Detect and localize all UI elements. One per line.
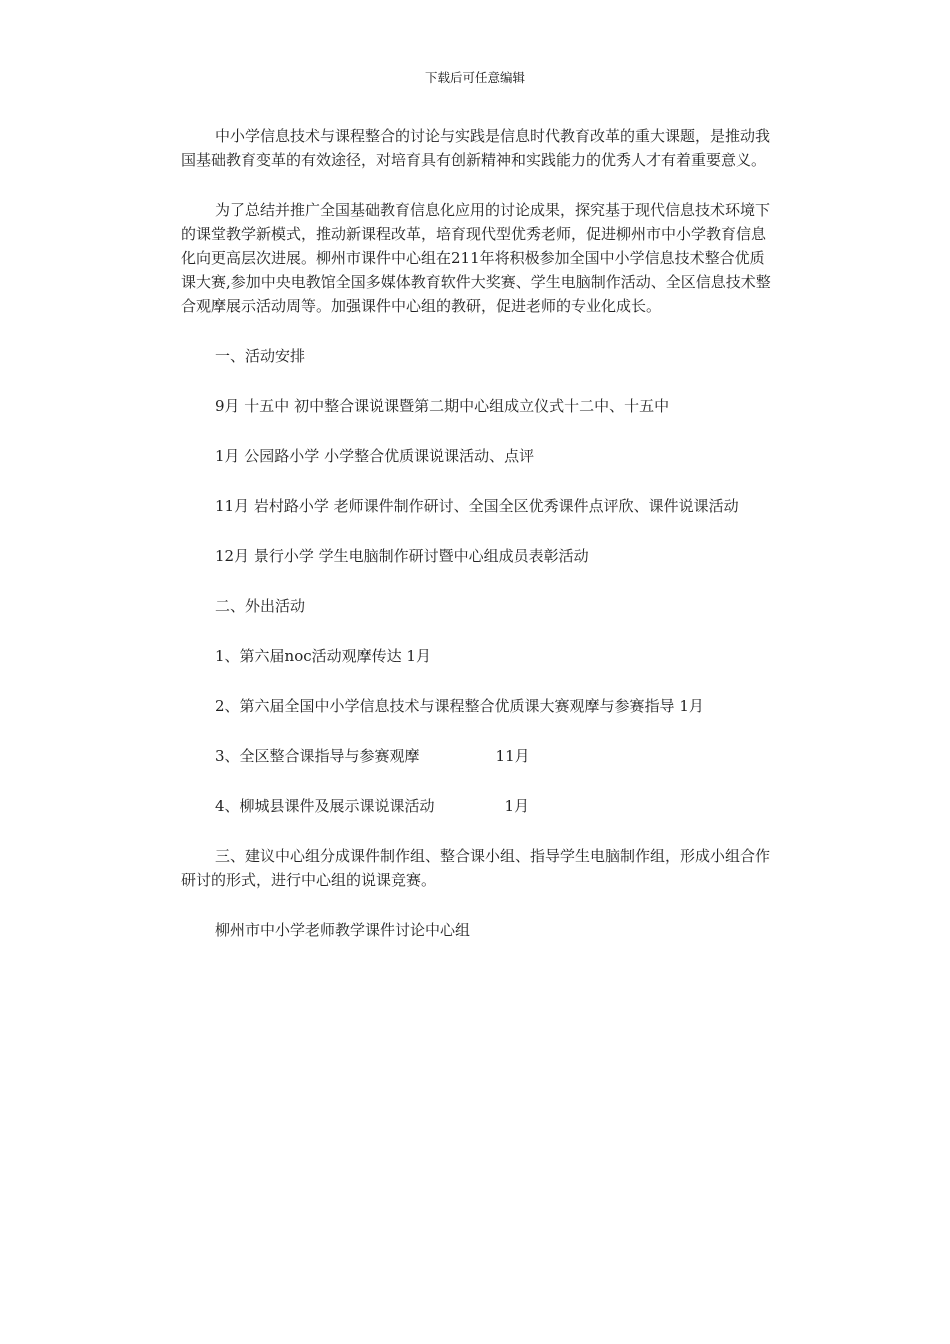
intro-paragraph: 中小学信息技术与课程整合的讨论与实践是信息时代教育改革的重大课题，是推动我国基础教育变革的有效途径，对培育具有创新精神和实践能力的优秀人才有着重要意义。 (181, 127, 771, 169)
section-title-outside-activities: 二、外出活动 (215, 597, 306, 615)
schedule-item: 11月 岩村路小学 老师课件制作研讨、全国全区优秀课件点评欣、课件说课活动 (215, 497, 739, 515)
page-header: 下载后可任意编辑 (424, 70, 525, 85)
activity-label: 4、柳城县课件及展示课说课活动 (215, 797, 435, 815)
outside-activity-item (181, 794, 773, 818)
activity-time: 1月 (504, 797, 530, 815)
section-title-activity-schedule: 一、活动安排 (215, 347, 306, 365)
section3-paragraph: 三、建议中心组分成课件制作组、整合课小组、指导学生电脑制作组，形成小组合作研讨的形式，进行中心组的说课竞赛。 (181, 847, 771, 889)
schedule-item: 12月 景行小学 学生电脑制作研讨暨中心组成员表彰活动 (215, 547, 589, 565)
activity-time: 11月 (495, 747, 530, 765)
outside-activity-item: 2、第六届全国中小学信息技术与课程整合优质课大赛观摩与参赛指导 1月 (215, 697, 704, 715)
purpose-paragraph: 为了总结并推广全国基础教育信息化应用的讨论成果，探究基于现代信息技术环境下的课堂教学新模式，推动新课程改革，培育现代型优秀老师，促进柳州市中小学教育信息化向更高层次进展。柳州市课件中心组在211年将积极参加全国中小学信息技术整合优质课大赛,参加中央电教馆全国多媒体教育软件大奖赛、学生电脑制作活动、全区信息技术整合观摩展示活动周等。加强课件中心组的教研，促进老师的专业化成长。 (181, 201, 771, 315)
activity-label: 3、全区整合课指导与参赛观摩 (215, 747, 420, 765)
schedule-item: 1月 公园路小学 小学整合优质课说课活动、点评 (215, 447, 535, 465)
outside-activity-item (181, 744, 773, 768)
signature: 柳州市中小学老师教学课件讨论中心组 (215, 921, 471, 939)
schedule-item: 9月 十五中 初中整合课说课暨第二期中心组成立仪式十二中、十五中 (215, 397, 670, 415)
document-body (181, 124, 773, 942)
outside-activity-item: 1、第六届noc活动观摩传达 1月 (215, 647, 431, 665)
